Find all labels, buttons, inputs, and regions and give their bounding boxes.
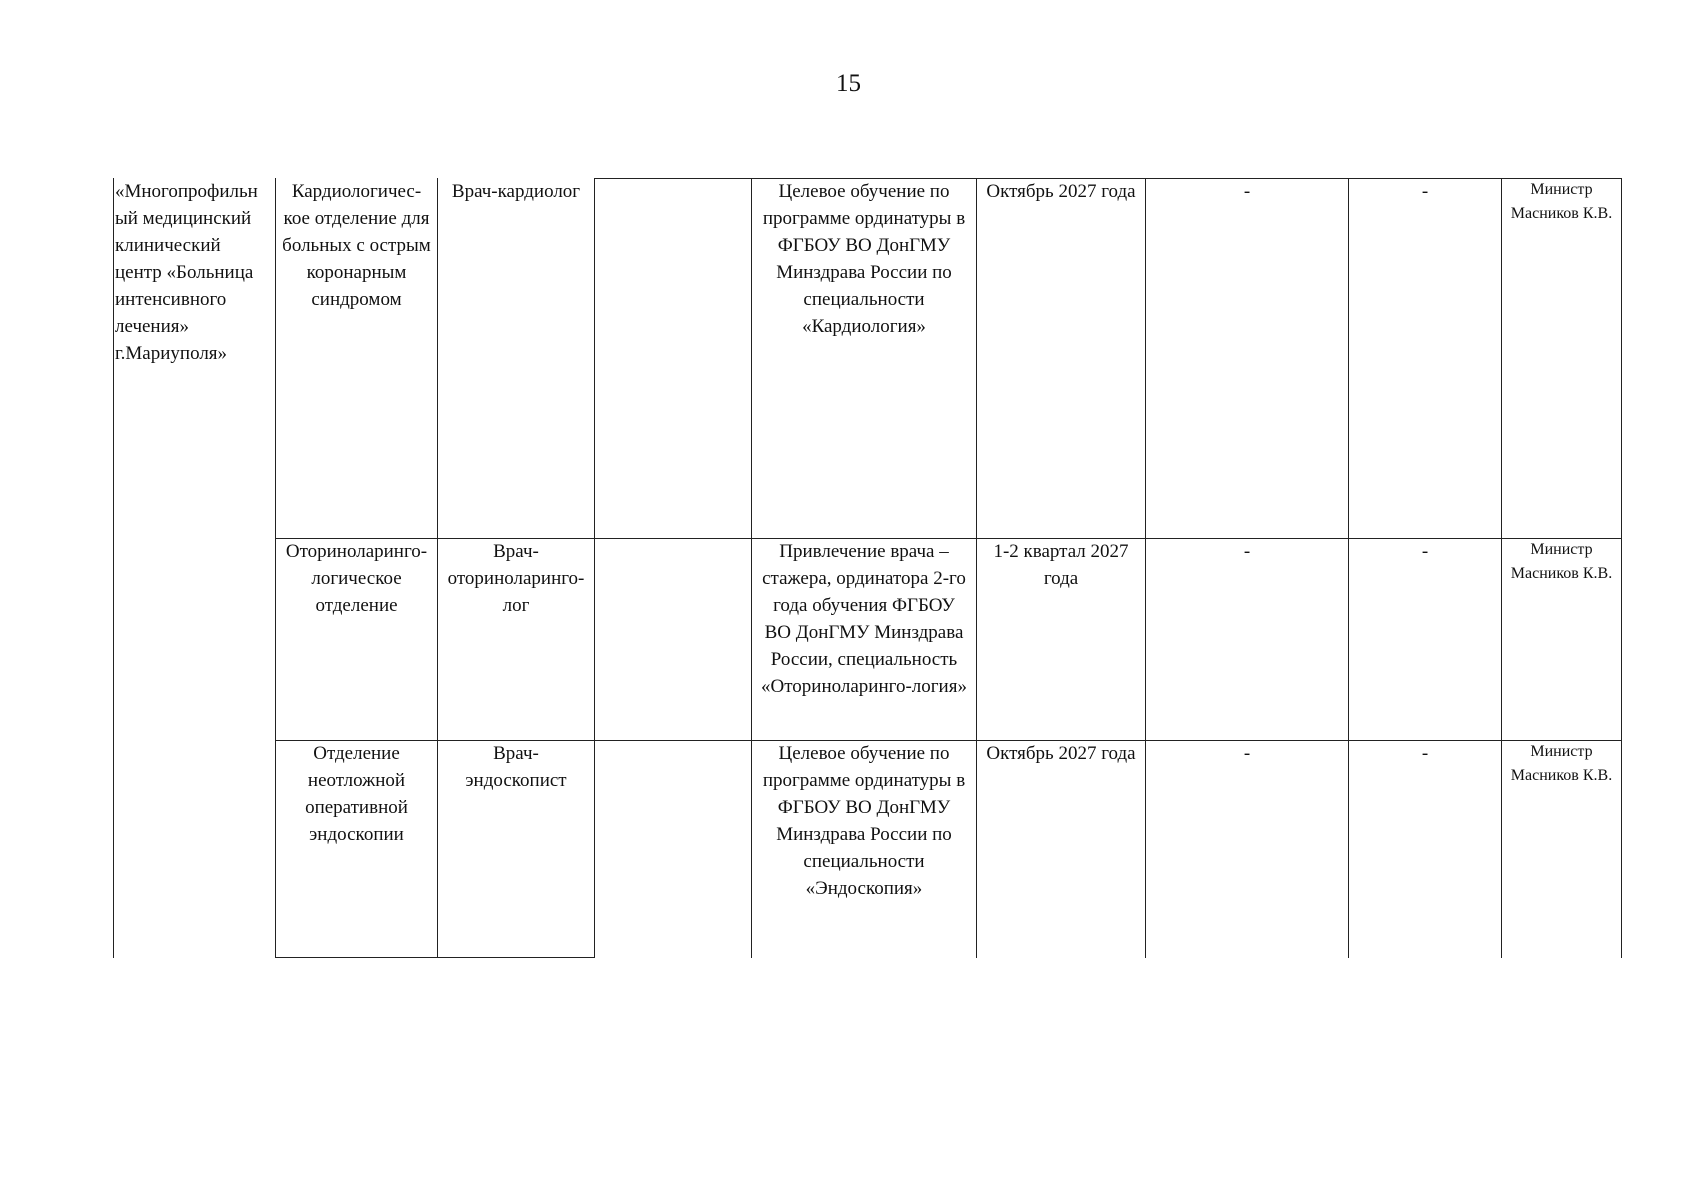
position-cell: Врач- эндоскопист — [465, 743, 567, 791]
responsible-cell: Министр Масников К.В. — [1510, 181, 1613, 222]
department-cell: Оториноларинго- логическое отделение — [285, 541, 428, 616]
measure-cell: Целевое обучение по программе ординатуры в ФГБОУ ВО ДонГМУ Минздрава России по специальности «Кардиология» — [762, 181, 966, 337]
dash-cell: - — [1243, 181, 1251, 202]
dash-cell: - — [1243, 743, 1251, 764]
deadline-cell: Октябрь 2027 года — [986, 181, 1136, 202]
responsible-cell: Министр Масников К.В. — [1510, 541, 1613, 582]
position-cell: Врач- оториноларинго- лог — [447, 541, 585, 616]
deadline-cell: 1-2 квартал 2027 года — [993, 541, 1129, 589]
responsible-cell: Министр Масников К.В. — [1510, 743, 1613, 784]
measure-cell: Целевое обучение по программе ординатуры в ФГБОУ ВО ДонГМУ Минздрава России по специальности «Эндоскопия» — [762, 743, 966, 899]
dash-cell: - — [1243, 541, 1251, 562]
measure-cell: Привлечение врача – стажера, ординатора 2-го года обучения ФГБОУ ВО ДонГМУ Минздрава России, специальность «Оториноларинго-логия» — [761, 541, 967, 697]
table-divider — [1348, 178, 1349, 958]
position-cell: Врач-кардиолог — [451, 181, 581, 202]
table-border-right — [1621, 178, 1622, 958]
table-border-left — [113, 178, 114, 958]
dash-cell: - — [1421, 541, 1429, 562]
table-divider — [594, 178, 595, 958]
table-divider — [1145, 178, 1146, 958]
dash-cell: - — [1421, 181, 1429, 202]
organization-cell: «Многопрофильн ый медицинский клинический центр «Больница интенсивного лечения» г.Мариуполя» — [115, 181, 258, 364]
page-number: 15 — [836, 70, 861, 97]
dash-cell: - — [1421, 743, 1429, 764]
table-border-bottom — [275, 957, 595, 958]
department-cell: Отделение неотложной оперативной эндоскопии — [305, 743, 408, 845]
department-cell: Кардиологичес- кое отделение для больных с острым коронарным синдромом — [282, 181, 431, 310]
deadline-cell: Октябрь 2027 года — [986, 743, 1136, 764]
